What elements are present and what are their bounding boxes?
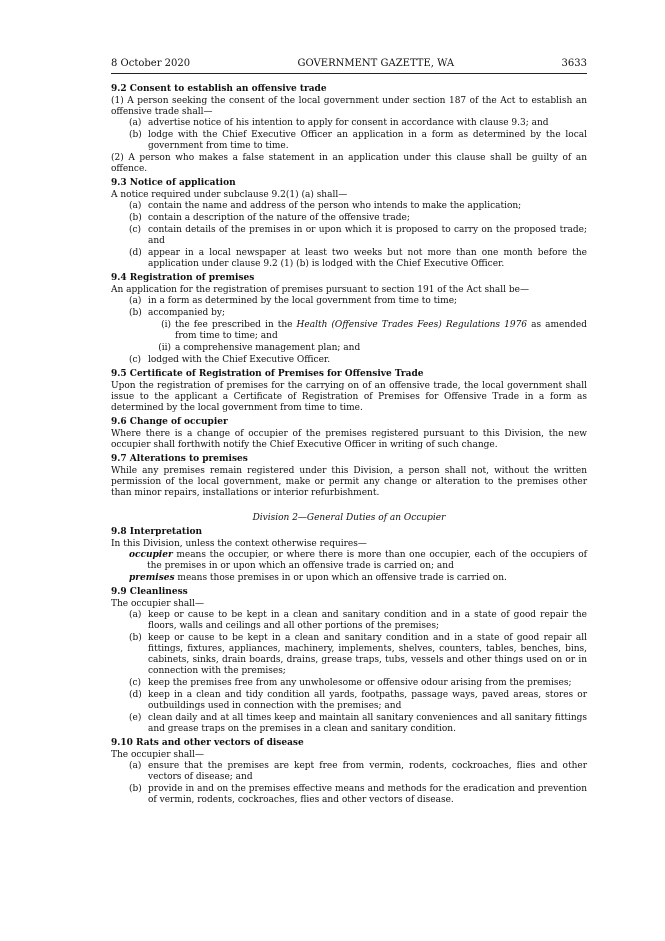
section-9-6-p1: Where there is a change of occupier of the premises registered pursuant to this Division, the new occupier shall forthwith notify the Chief Executive Officer in writing of such change. [111,429,587,450]
section-9-5-title: 9.5 Certificate of Registration of Premises for Offensive Trade [111,369,424,379]
list-item: (e) clean daily and at all times keep and maintain all sanitary conveniences and all sanitary fittings and grease traps on the premises in a clean and sanitary condition. [129,713,587,734]
list-item: (b) provide in and on the premises effective means and methods for the eradication and prevention of vermin, rodents, cockroaches, flies and other vectors of disease. [129,784,587,805]
section-9-4-title: 9.4 Registration of premises [111,273,255,283]
list-item: (b) accompanied by; [129,308,226,318]
definition-premises: premises means those premises in or upon which an offensive trade is carried on. [129,573,507,583]
section-9-10-p1: The occupier shall— [111,750,204,760]
list-item: (a) in a form as determined by the local government from time to time; [129,296,458,306]
list-item: (b) keep or cause to be kept in a clean and sanitary condition and in a state of good repair all fittings, fixtures, appliances, machinery, implements, shelves, counters, tables, benches, bins, cabinets, sinks, drain boards, drains, grease traps, tubs, vessels and other things used on or in connection with the premises; [129,633,587,676]
section-9-2-p1: (1) A person seeking the consent of the local government under section 187 of the Act to establish an offensive trade shall— [111,96,587,117]
section-9-9-p1: The occupier shall— [111,599,204,609]
section-9-7-p1: While any premises remain registered under this Division, a person shall not, without the written permission of the local government, make or permit any change or alteration to the premises other than minor repairs, installations or interior refurbishment. [111,466,587,498]
list-item: (c) keep the premises free from any unwholesome or offensive odour arising from the premises; [129,678,572,688]
list-item: (b) lodge with the Chief Executive Officer an application in a form as determined by the local government from time to time. [129,130,587,151]
section-9-7-title: 9.7 Alterations to premises [111,454,248,464]
gazette-page [111,58,587,807]
definition-occupier: occupier means the occupier, or where there is more than one occupier, each of the occupiers of the premises in or upon which an offensive trade is carried on; and [129,550,587,571]
section-9-8-title: 9.8 Interpretation [111,527,203,537]
list-item: (c) contain details of the premises in or upon which it is proposed to carry on the proposed trade; and [129,225,587,246]
defined-term: premises [129,573,175,583]
section-9-3-title: 9.3 Notice of application [111,178,236,188]
section-9-2-p2: (2) A person who makes a false statement in an application under this clause shall be guilty of an offence. [111,153,587,174]
list-item: (c) lodged with the Chief Executive Officer. [129,355,331,365]
list-item: (a) advertise notice of his intention to apply for consent in accordance with clause 9.3; and [129,118,549,128]
list-item: (d) keep in a clean and tidy condition all yards, footpaths, passage ways, paved areas, stores or outbuildings used in connection with the premises; and [129,690,587,711]
header-date: 8 October 2020 [111,58,191,69]
section-9-2-title: 9.2 Consent to establish an offensive trade [111,84,327,94]
list-item: (d) appear in a local newspaper at least two weeks but not more than one month before the application under clause 9.2 (1) (b) is lodged with the Chief Executive Officer. [129,248,587,269]
section-9-6-title: 9.6 Change of occupier [111,417,228,427]
section-9-9-title: 9.9 Cleanliness [111,587,188,597]
list-item: (a) ensure that the premises are kept free from vermin, rodents, cockroaches, flies and other vectors of disease; and [129,761,587,782]
defined-term: occupier [129,550,173,560]
header-page-number: 3633 [561,58,587,69]
section-9-4-p1: An application for the registration of premises pursuant to section 191 of the Act shall be— [111,285,529,295]
sub-list-item: (i) the fee prescribed in the Health (Offensive Trades Fees) Regulations 1976 as amended from time to time; and [161,320,587,341]
regulation-citation: Health (Offensive Trades Fees) Regulations 1976 [296,320,528,330]
section-9-5-p1: Upon the registration of premises for the carrying on of an offensive trade, the local government shall issue to the applicant a Certificate of Registration of Premises for Offensive Trade in a form as determined by the local government from time to time. [111,381,587,413]
sub-list-item: (ii) a comprehensive management plan; and [158,343,361,353]
list-item: (a) keep or cause to be kept in a clean and sanitary condition and in a state of good repair the floors, walls and ceilings and all other portions of the premises; [129,610,587,631]
header-publication: GOVERNMENT GAZETTE, WA [297,58,455,69]
section-9-10-title: 9.10 Rats and other vectors of disease [111,738,304,748]
page-header [111,58,587,74]
list-item: (a) contain the name and address of the person who intends to make the application; [129,201,522,211]
division-heading: Division 2—General Duties of an Occupier [252,513,446,523]
list-item: (b) contain a description of the nature of the offensive trade; [129,213,410,223]
section-9-8-p1: In this Division, unless the context otherwise requires— [111,539,367,549]
section-9-3-p1: A notice required under subclause 9.2(1) (a) shall— [111,190,348,200]
